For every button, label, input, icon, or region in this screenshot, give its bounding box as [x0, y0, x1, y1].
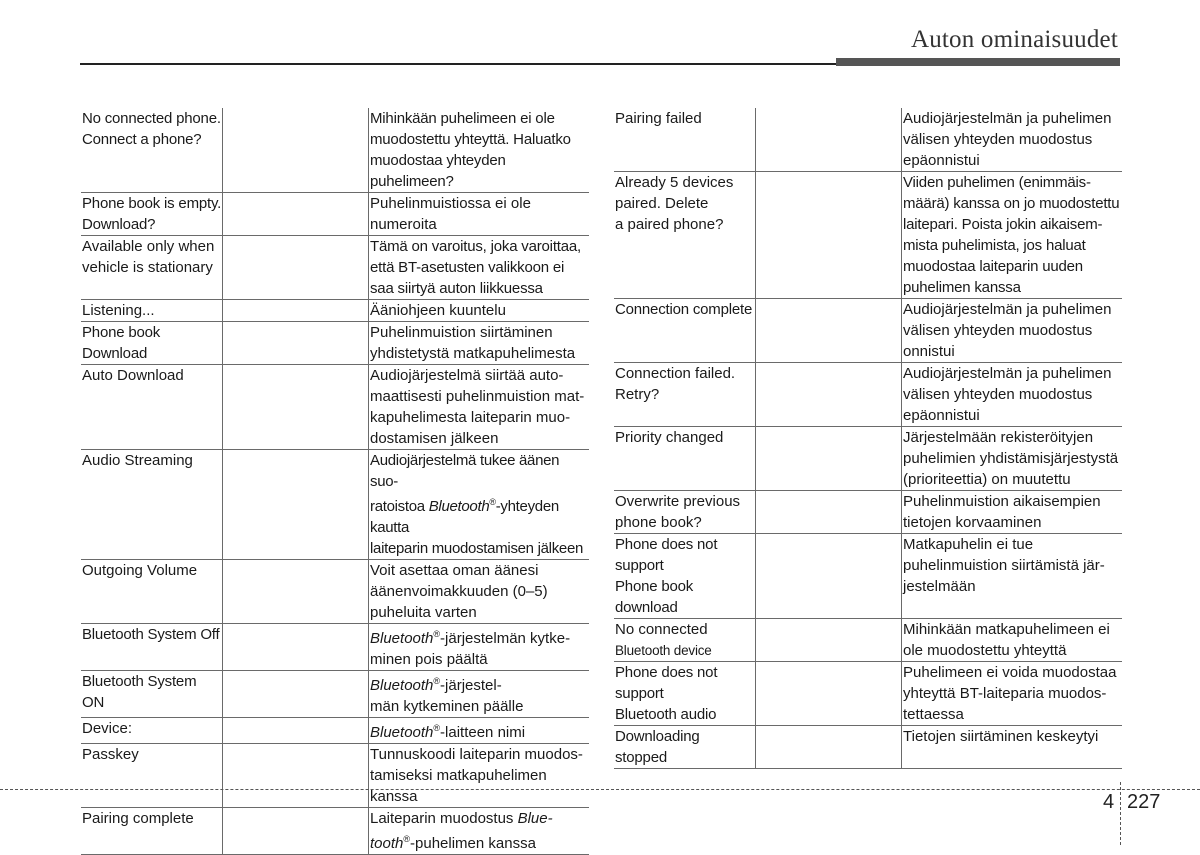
display-message-cell — [81, 808, 223, 855]
cell-line: Already 5 devices — [615, 174, 734, 191]
cell-line: Bluetooth audio — [615, 706, 717, 723]
footer-dashed-divider — [1120, 782, 1121, 845]
description-cell — [369, 718, 590, 744]
cell-line: Puhelimeen ei voida muodostaa — [903, 664, 1117, 681]
cell-line: Voit asettaa oman äänesi — [370, 562, 539, 579]
blank-cell — [223, 808, 369, 855]
cell-line: välisen yhteyden muodostus — [903, 131, 1093, 148]
cell-line: yhteyttä BT-laiteparia muodos- — [903, 685, 1107, 702]
footer-dashed-rule — [0, 789, 1200, 790]
cell-line: Phone does not support — [615, 664, 718, 702]
cell-line: saa siirtyä auton liikkuessa — [370, 280, 543, 297]
description-cell — [369, 560, 590, 624]
description-cell — [369, 624, 590, 671]
blank-cell — [223, 365, 369, 450]
cell-line: määrä) kanssa on jo muodostettu — [903, 195, 1120, 212]
table-row — [81, 108, 589, 193]
blank-cell — [756, 427, 902, 491]
cell-line: kanssa — [370, 788, 418, 805]
description-cell — [369, 236, 590, 300]
cell-line: äänenvoimakkuuden (0–5) — [370, 583, 548, 600]
blank-cell — [223, 108, 369, 193]
cell-line: Auto Download — [82, 367, 184, 384]
blank-cell — [223, 718, 369, 744]
blank-cell — [223, 671, 369, 718]
cell-line: ratoistoa Bluetooth®-yhteyden kautta — [370, 497, 559, 536]
cell-line: vehicle is stationary — [82, 259, 213, 276]
display-message-cell — [614, 726, 756, 769]
display-message-cell — [81, 365, 223, 450]
display-message-cell — [81, 322, 223, 365]
cell-line: Phone book is empty. — [82, 195, 222, 212]
description-cell — [902, 662, 1123, 726]
cell-line: Connection failed. — [615, 365, 736, 382]
table-row — [81, 718, 589, 744]
cell-line: mista puhelimista, jos haluat — [903, 237, 1086, 254]
table-row — [81, 450, 589, 560]
table-row — [81, 236, 589, 300]
cell-line: numeroita — [370, 216, 437, 233]
cell-line: maattisesti puhelinmuistion mat- — [370, 388, 585, 405]
display-message-cell — [81, 193, 223, 236]
cell-line: kapuhelimesta laiteparin muo- — [370, 409, 571, 426]
cell-line: Phone book download — [615, 578, 694, 616]
cell-line: män kytkeminen päälle — [370, 698, 524, 715]
display-message-cell — [81, 744, 223, 808]
cell-line: Mihinkään matkapuhelimeen ei — [903, 621, 1110, 638]
cell-line: dostamisen jälkeen — [370, 430, 499, 447]
cell-line: Outgoing Volume — [82, 562, 198, 579]
table-row — [81, 300, 589, 322]
description-cell — [369, 671, 590, 718]
cell-line: a paired phone? — [615, 216, 724, 233]
cell-line: phone book? — [615, 514, 702, 531]
cell-line: ole muodostettu yhteyttä — [903, 642, 1067, 659]
cell-line: Puhelinmuistiossa ei ole — [370, 195, 531, 212]
cell-line: puhelimen kanssa — [903, 279, 1021, 296]
display-message-cell — [81, 624, 223, 671]
blank-cell — [223, 450, 369, 560]
cell-line: muodostaa yhteyden puhelimeen? — [370, 152, 506, 190]
cell-line: Pairing failed — [615, 110, 702, 127]
cell-line: Puhelinmuistion siirtäminen — [370, 324, 553, 341]
blank-cell — [756, 662, 902, 726]
display-message-cell — [614, 619, 756, 662]
description-cell — [902, 491, 1123, 534]
cell-line: Bluetooth®-laitteen nimi — [370, 723, 526, 741]
cell-line: (prioriteettia) on muutettu — [903, 471, 1071, 488]
description-cell — [902, 299, 1123, 363]
cell-line: Järjestelmään rekisteröityjen — [903, 429, 1094, 446]
display-message-cell — [81, 671, 223, 718]
cell-line: laiteparin muodostamisen jälkeen — [370, 540, 584, 557]
cell-line: epäonnistui — [903, 407, 980, 424]
blank-cell — [223, 624, 369, 671]
cell-line: Audiojärjestelmän ja puhelimen — [903, 301, 1112, 318]
header-rule-thick — [836, 58, 1120, 66]
display-message-cell — [614, 491, 756, 534]
cell-line: tettaessa — [903, 706, 964, 723]
cell-line: Tämä on varoitus, joka varoittaa, — [370, 238, 582, 255]
display-message-cell — [614, 534, 756, 619]
blank-cell — [756, 534, 902, 619]
description-cell — [369, 744, 590, 808]
blank-cell — [223, 300, 369, 322]
cell-line: tamiseksi matkapuhelimen — [370, 767, 547, 784]
blank-cell — [756, 726, 902, 769]
blank-cell — [223, 322, 369, 365]
display-message-cell — [81, 236, 223, 300]
description-cell — [902, 363, 1123, 427]
cell-line: Phone book Download — [82, 324, 161, 362]
cell-line: Ääniohjeen kuuntelu — [370, 302, 506, 319]
cell-line: Tietojen siirtäminen keskeytyi — [903, 728, 1099, 745]
description-cell — [902, 726, 1123, 769]
cell-line: onnistui — [903, 343, 955, 360]
blank-cell — [756, 172, 902, 299]
blank-cell — [756, 108, 902, 172]
display-message-cell — [614, 363, 756, 427]
cell-line: Overwrite previous — [615, 493, 741, 510]
header-rule-thin — [80, 63, 836, 65]
cell-line: puheluita varten — [370, 604, 477, 621]
cell-line: Bluetooth System Off — [82, 626, 220, 643]
cell-line: Bluetooth device — [615, 643, 712, 658]
cell-line: Downloading stopped — [615, 728, 700, 766]
description-cell — [902, 108, 1123, 172]
cell-line: jestelmään — [903, 578, 976, 595]
display-message-cell — [81, 450, 223, 560]
cell-line: Puhelinmuistion aikaisempien — [903, 493, 1101, 510]
table-row — [614, 491, 1122, 534]
table-row — [81, 365, 589, 450]
table-row — [81, 560, 589, 624]
table-row — [81, 808, 589, 855]
cell-line: minen pois päältä — [370, 651, 488, 668]
page-number: 227 — [1127, 791, 1161, 813]
cell-line: välisen yhteyden muodostus — [903, 386, 1093, 403]
cell-line: muodostettu yhteyttä. Haluatko — [370, 131, 571, 148]
cell-line: Passkey — [82, 746, 139, 763]
display-message-cell — [614, 172, 756, 299]
blank-cell — [756, 491, 902, 534]
description-cell — [369, 365, 590, 450]
blank-cell — [223, 560, 369, 624]
description-cell — [369, 322, 590, 365]
display-message-cell — [81, 560, 223, 624]
cell-line: Laiteparin muodostus Blue- — [370, 810, 553, 827]
cell-line: Pairing complete — [82, 810, 194, 827]
cell-line: Priority changed — [615, 429, 724, 446]
table-row — [81, 322, 589, 365]
chapter-number: 4 — [1103, 791, 1115, 813]
cell-line: Mihinkään puhelimeen ei ole — [370, 110, 555, 127]
cell-line: välisen yhteyden muodostus — [903, 322, 1093, 339]
cell-line: Retry? — [615, 386, 660, 403]
table-row — [614, 726, 1122, 769]
table-row — [614, 172, 1122, 299]
description-cell — [369, 193, 590, 236]
cell-line: Tunnuskoodi laiteparin muodos- — [370, 746, 583, 763]
description-cell — [369, 808, 590, 855]
cell-line: Audiojärjestelmä siirtää auto- — [370, 367, 564, 384]
cell-line: muodostaa laiteparin uuden — [903, 258, 1083, 275]
cell-line: tietojen korvaaminen — [903, 514, 1042, 531]
description-cell — [902, 427, 1123, 491]
cell-line: Matkapuhelin ei tue — [903, 536, 1034, 553]
cell-line: Connect a phone? — [82, 131, 202, 148]
table-row — [614, 108, 1122, 172]
cell-line: Bluetooth System ON — [82, 673, 197, 711]
table-row — [614, 363, 1122, 427]
blank-cell — [756, 619, 902, 662]
display-message-cell — [614, 662, 756, 726]
description-cell — [369, 450, 590, 560]
cell-line: Download? — [82, 216, 156, 233]
table-row — [81, 744, 589, 808]
cell-line: Viiden puhelimen (enimmäis- — [903, 174, 1091, 191]
description-cell — [902, 619, 1123, 662]
messages-table-left — [81, 108, 589, 855]
blank-cell — [223, 193, 369, 236]
messages-table-right — [614, 108, 1122, 769]
cell-line: No connected — [615, 621, 708, 638]
display-message-cell — [81, 718, 223, 744]
cell-line: Phone does not support — [615, 536, 718, 574]
table-row — [614, 427, 1122, 491]
description-cell — [369, 300, 590, 322]
description-cell — [369, 108, 590, 193]
cell-line: Audiojärjestelmän ja puhelimen — [903, 110, 1112, 127]
description-cell — [902, 534, 1123, 619]
cell-line: Connection complete — [615, 301, 753, 318]
page-header-title: Auton ominaisuudet — [910, 26, 1118, 53]
cell-line: No connected phone. — [82, 110, 221, 127]
cell-line: paired. Delete — [615, 195, 709, 212]
table-row — [614, 619, 1122, 662]
cell-line: Bluetooth®-järjestel- — [370, 676, 502, 694]
cell-line: että BT-asetusten valikkoon ei — [370, 259, 565, 276]
table-row — [614, 534, 1122, 619]
table-row — [614, 299, 1122, 363]
cell-line: Audio Streaming — [82, 452, 193, 469]
table-row — [614, 662, 1122, 726]
cell-line: puhelinmuistion siirtämistä jär- — [903, 557, 1105, 574]
cell-line: Bluetooth®-järjestelmän kytke- — [370, 629, 571, 647]
cell-line: laitepari. Poista jokin aikaisem- — [903, 216, 1103, 233]
blank-cell — [756, 299, 902, 363]
display-message-cell — [614, 427, 756, 491]
display-message-cell — [614, 108, 756, 172]
cell-line: epäonnistui — [903, 152, 980, 169]
cell-line: Device: — [82, 720, 133, 737]
blank-cell — [223, 236, 369, 300]
cell-line: Audiojärjestelmä tukee äänen suo- — [370, 452, 560, 490]
display-message-cell — [81, 300, 223, 322]
cell-line: tooth®-puhelimen kanssa — [370, 834, 536, 852]
cell-line: puhelimien yhdistämisjärjestystä — [903, 450, 1119, 467]
table-row — [81, 671, 589, 718]
cell-line: Available only when — [82, 238, 215, 255]
table-row — [81, 193, 589, 236]
blank-cell — [756, 363, 902, 427]
cell-line: Listening... — [82, 302, 155, 319]
display-message-cell — [81, 108, 223, 193]
table-row — [81, 624, 589, 671]
cell-line: yhdistetystä matkapuhelimesta — [370, 345, 576, 362]
description-cell — [902, 172, 1123, 299]
blank-cell — [223, 744, 369, 808]
cell-line: Audiojärjestelmän ja puhelimen — [903, 365, 1112, 382]
display-message-cell — [614, 299, 756, 363]
